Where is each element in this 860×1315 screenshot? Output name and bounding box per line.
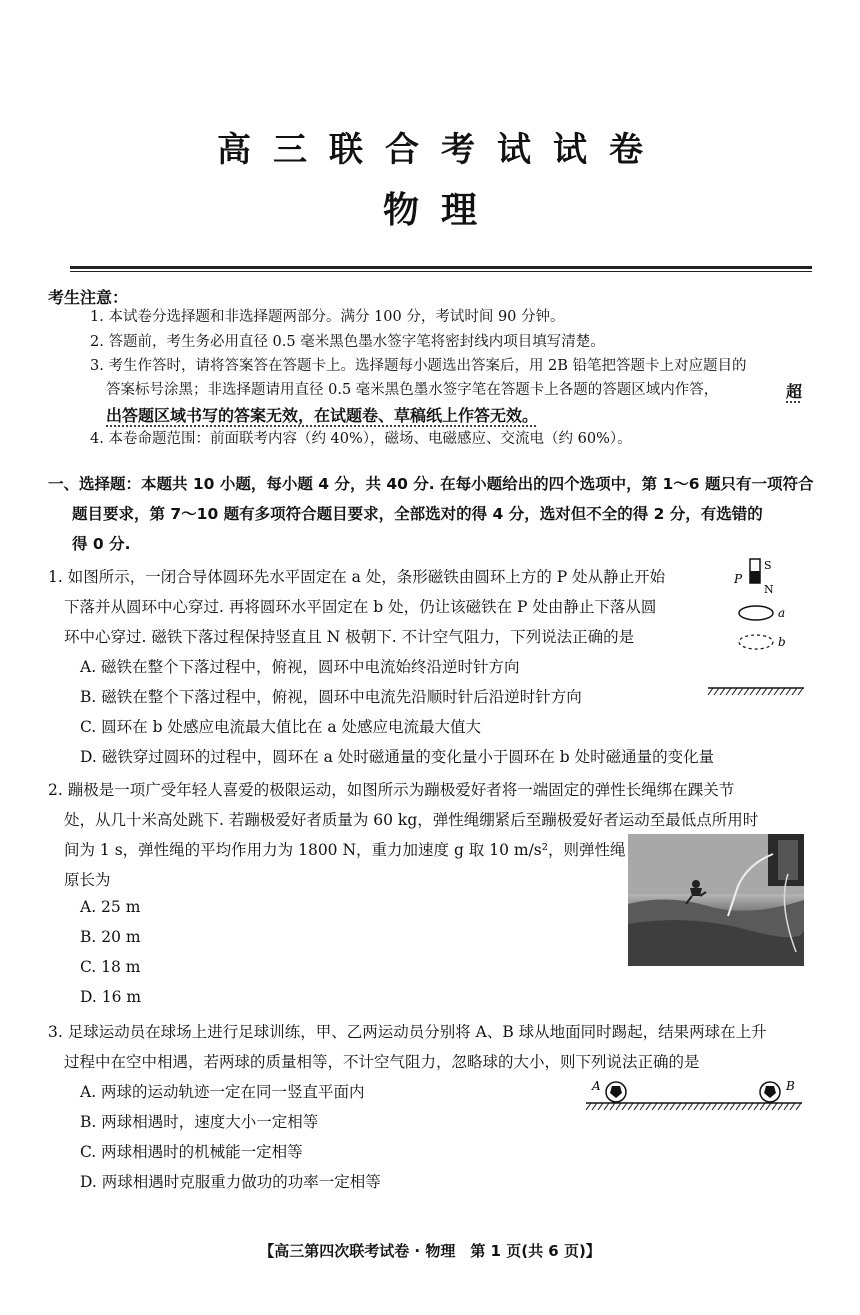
notice-item-3: 3. 考生作答时，请将答案答在答题卡上。选择题每小题选出答案后，用 2B 铅笔把答题卡上对应题目的 — [90, 358, 747, 374]
ring-a-label: a — [778, 606, 786, 620]
q3-stem-1: 3. 足球运动员在球场上进行足球训练，甲、乙两运动员分别将 A、B 球从地面同时踢起，结果两球在上升 — [48, 1023, 767, 1041]
notice-item-2: 2. 答题前，考生务必用直径 0.5 毫米黑色墨水签字笔将密封线内项目填写清楚。 — [90, 334, 605, 350]
ring-b — [739, 635, 773, 649]
q2-stem-4: 原长为 — [64, 871, 111, 889]
notice-warning-start: 超 — [786, 382, 803, 401]
header-rule-thin — [70, 271, 812, 272]
q3-stem-2: 过程中在空中相遇，若两球的质量相等，不计空气阻力，忽略球的大小，则下列说法正确的是 — [64, 1053, 700, 1071]
q1-stem-3: 环中心穿过. 磁铁下落过程保持竖直且 N 极朝下. 不计空气阻力，下列说法正确的是 — [64, 628, 635, 646]
q1-option-a: A. 磁铁在整个下落过程中，俯视，圆环中电流始终沿逆时针方向 — [80, 658, 520, 676]
section-heading-line-2: 题目要求，第 7～10 题有多项符合题目要求，全部选对的得 4 分，选对但不全的得 2 分，有选错的 — [72, 505, 763, 523]
notice-item-4: 4. 本卷命题范围：前面联考内容（约 40%），磁场、电磁感应、交流电（约 60%）。 — [90, 431, 632, 447]
ball-a-label: A — [592, 1079, 601, 1093]
q1-stem-2: 下落并从圆环中心穿过. 再将圆环水平固定在 b 处，仍让该磁铁在 P 处由静止下落从圆 — [64, 598, 657, 616]
q2-stem-2: 处，从几十米高处跳下. 若蹦极爱好者质量为 60 kg，弹性绳绷紧后至蹦极爱好者运动至最低点所用时 — [64, 811, 759, 829]
q1-option-b: B. 磁铁在整个下落过程中，俯视，圆环中电流先沿顺时针后沿逆时针方向 — [80, 688, 582, 706]
q3-ball-figure — [580, 1072, 810, 1118]
bungee-photo — [628, 834, 804, 966]
point-p-label: P — [734, 572, 743, 586]
page-footer: 【高三第四次联考试卷 · 物理 第 1 页(共 6 页)】 — [259, 1242, 601, 1260]
ring-a — [739, 606, 773, 620]
q2-option-a: A. 25 m — [80, 898, 141, 916]
header-rule — [70, 266, 812, 269]
q1-option-d: D. 磁铁穿过圆环的过程中，圆环在 a 处时磁通量的变化量小于圆环在 b 处时磁通量的变化量 — [80, 748, 715, 766]
magnet-n-label: N — [764, 583, 774, 596]
ring-b-label: b — [778, 635, 786, 649]
field-ground-hatch — [586, 1103, 801, 1110]
q1-magnet-ring-figure — [700, 555, 820, 705]
q3-option-a: A. 两球的运动轨迹一定在同一竖直平面内 — [80, 1083, 365, 1101]
q2-stem-3: 间为 1 s，弹性绳的平均作用力为 1800 N，重力加速度 g 取 10 m/s²，则弹性绳 — [64, 841, 626, 859]
q1-option-c: C. 圆环在 b 处感应电流最大值比在 a 处感应电流最大值大 — [80, 718, 482, 736]
ground-hatch — [708, 688, 803, 695]
notice-warning: 出答题区域书写的答案无效，在试题卷、草稿纸上作答无效。 — [106, 406, 539, 425]
q1-stem-1: 1. 如图所示，一闭合导体圆环先水平固定在 a 处，条形磁铁由圆环上方的 P 处从静止开始 — [48, 568, 666, 586]
notice-heading: 考生注意： — [48, 288, 129, 307]
q3-option-c: C. 两球相遇时的机械能一定相等 — [80, 1143, 303, 1161]
section-heading-line-1: 一、选择题：本题共 10 小题，每小题 4 分，共 40 分. 在每小题给出的四个选项中，第 1～6 题只有一项符合 — [48, 475, 814, 493]
q2-option-c: C. 18 m — [80, 958, 141, 976]
exam-subject: 物理 — [382, 190, 499, 231]
magnet-n-pole — [750, 571, 760, 583]
q3-option-b: B. 两球相遇时，速度大小一定相等 — [80, 1113, 319, 1131]
exam-title: 高三联合考试试卷 — [217, 130, 665, 170]
magnet-s-label: S — [764, 559, 772, 572]
q2-option-d: D. 16 m — [80, 988, 142, 1006]
q2-option-b: B. 20 m — [80, 928, 141, 946]
section-heading-line-3: 得 0 分. — [72, 535, 131, 553]
notice-item-3-cont: 答案标号涂黑；非选择题请用直径 0.5 毫米黑色墨水签字笔在答题卡上各题的答题区域内作答， — [106, 382, 719, 398]
ball-b-label: B — [786, 1079, 795, 1093]
q2-stem-1: 2. 蹦极是一项广受年轻人喜爱的极限运动，如图所示为蹦极爱好者将一端固定的弹性长绳绑在踝关节 — [48, 781, 735, 799]
notice-item-1: 1. 本试卷分选择题和非选择题两部分。满分 100 分，考试时间 90 分钟。 — [90, 309, 565, 325]
q3-option-d: D. 两球相遇时克服重力做功的功率一定相等 — [80, 1173, 381, 1191]
bungee-photo-art — [628, 834, 804, 966]
